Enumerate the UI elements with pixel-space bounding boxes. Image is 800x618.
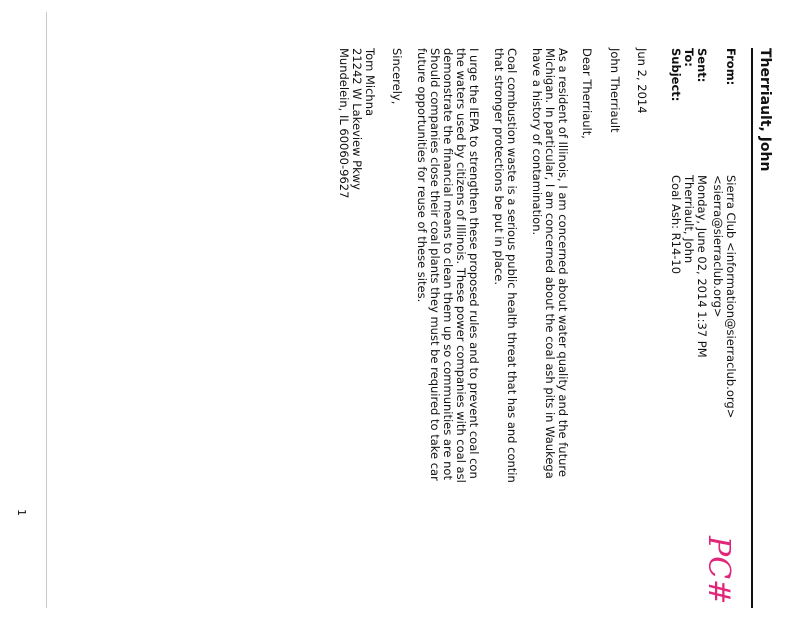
page-number: 1 (15, 509, 28, 516)
document-owner-name: Therriault, John (757, 48, 773, 172)
signature-name: Tom Michna (363, 48, 377, 117)
to-label: To: (682, 48, 696, 67)
sent-label: Sent: (695, 48, 709, 83)
paragraph-3-line-1: I urge the IEPA to strengthen these proposed rules and to prevent coal con (467, 48, 481, 479)
rotated-document-page (65, 48, 785, 608)
letter-closing: Sincerely, (390, 48, 404, 105)
paragraph-3-line-5: future opportunities for reuse of these sites. (415, 48, 429, 303)
paragraph-2-line-1: Coal combustion waste is a serious public health threat that has and contin (505, 48, 519, 483)
from-label: From: (724, 48, 738, 86)
page-edge-rule (46, 12, 47, 608)
from-value-line1: Sierra Club <information@sierraclub.org> (724, 175, 738, 419)
paragraph-3-line-3: demonstrate the financial means to clean them up so communities are not (441, 48, 455, 480)
letter-recipient: John Therriault (608, 48, 622, 133)
letter-date: Jun 2, 2014 (635, 48, 649, 114)
sent-value: Monday, June 02, 2014 1:37 PM (695, 175, 709, 358)
from-value-line2: <sierra@sierraclub.org> (711, 175, 725, 318)
paragraph-1-line-3: have a history of contamination. (530, 48, 544, 236)
paragraph-3-line-4: Should companies close their coal plants they must be required to take car (428, 48, 442, 481)
signature-address: 21242 W Lakeview Pkwy (350, 48, 364, 190)
paragraph-1-line-1: As a resident of Illinois, I am concerned about water quality and the future (556, 48, 570, 477)
paragraph-3-line-2: the waters used by citizens of Illinois. These power companies with coal asl (454, 48, 468, 483)
signature-city: Mundelein, IL 60060-9627 (337, 48, 351, 199)
subject-label: Subject: (669, 48, 683, 102)
letter-salutation: Dear Therriault, (580, 48, 594, 139)
header-divider (751, 48, 753, 608)
handwritten-stamp: PC# (701, 536, 736, 605)
subject-value: Coal Ash: R14-10 (669, 175, 683, 275)
paragraph-2-line-2: that stronger protections be put in place. (492, 48, 506, 285)
paragraph-1-line-2: Michigan. In particular, I am concerned about the coal ash pits in Waukega (543, 48, 557, 479)
to-value: Therriault, John (682, 175, 696, 264)
